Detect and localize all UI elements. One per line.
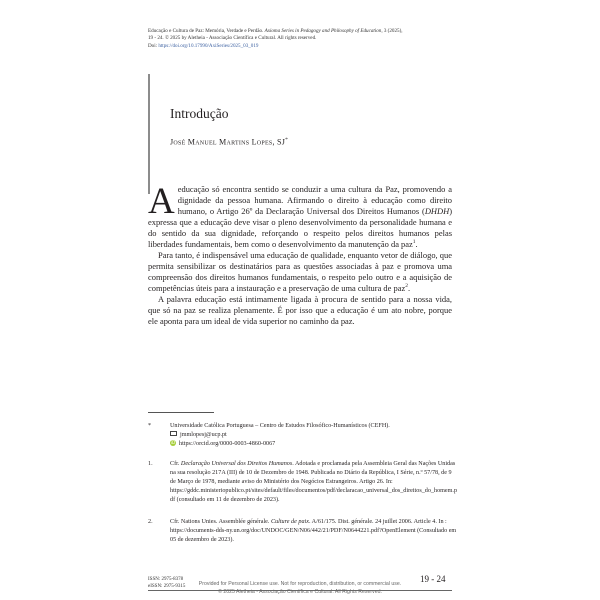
running-header-line1: Educação e Cultura de Paz: Memória, Verdade e Perdão. Axioma Series in Pedagogy and Philosophy of Education, 3 (2025),	[148, 28, 403, 34]
footnote-ref-1[interactable]: 1	[412, 239, 416, 246]
author-affiliation: Universidade Católica Portuguesa – Centro de Estudos Filosófico-Humanísticos (CEFH).	[170, 423, 390, 429]
footnote-separator	[148, 412, 214, 413]
body-text	[148, 181, 452, 327]
issn-electronic: eISSN: 2975-9315	[148, 584, 186, 589]
title-vertical-rule	[148, 74, 150, 194]
chapter-title: Introdução	[170, 106, 229, 121]
running-header-line2: 19 - 24. © 2025 by Aletheia - Associação Científica e Cultural. All rights reserved.	[148, 35, 317, 42]
author-email-line	[170, 431, 458, 440]
author-footnote: * Universidade Católica Portuguesa – Centro de Estudos Filosófico-Humanísticos (CEFH). jmmlopesj@ucp.pt iD https://orcid.org/0000-0003-4860-0067	[148, 422, 458, 449]
author-orcid[interactable]: https://orcid.org/0000-0003-4860-0067	[179, 441, 276, 447]
drop-cap: A	[148, 181, 175, 222]
running-header	[148, 28, 468, 50]
paragraph-3: A palavra educação está intimamente ligada à procura de sentido para a nossa vida, que só na paz se realiza plenamente. É por isso que a educação é um ato nobre, porque ele aponta para um ideal de vida superior no caminho da paz.	[148, 294, 452, 326]
author-footnote-mark: *	[285, 137, 289, 143]
footnote-2: 2. Cfr. Nations Unies. Assemblée générale. Culture de paix. A/61/175. Dist. générale. 24 juillet 2006. Article 4. In : https://documents-dds-ny.un.org/doc/UNDOC/GEN/N06/442/21/PDF/N0644221.pdf?OpenElement (Consultado em 05 de dezembro de 2023).	[148, 519, 457, 543]
footnote-ref-2[interactable]: 2	[405, 283, 408, 290]
doi-line: Doi: https://doi.org/10.17990/AxiSeries/2025_03_019	[148, 42, 259, 49]
footnote-1: 1. Cfr. Declaração Universal dos Direitos Humanos. Adotada e proclamada pela Assembleia Geral das Nações Unidas na sua resolução 217A (III) de 10 de Dezembro de 1948. Publicada no Diário da República, I Série, n.º 57/78, de 9 de Março de 1978, mediante aviso do Ministério dos Negócios Estrangeiros. Artigo 26. In: https://gddc.ministeriopublico.pt/sites/default/files/documentos/pdf/declaracao_universal_dos_direitos_do_homem.pdf (consultado em 11 de dezembro de 2023).	[148, 461, 458, 503]
author-orcid-line	[170, 440, 458, 449]
orcid-icon: iD	[170, 439, 176, 445]
author-name: José Manuel Martins Lopes, SJ*	[170, 137, 289, 147]
doi-link[interactable]: https://doi.org/10.17990/AxiSeries/2025_03_019	[158, 42, 259, 49]
issn-print: ISSN: 2975-8378	[148, 577, 184, 582]
paragraph-1: Aeducação só encontra sentido se conduzir a uma cultura da Paz, promovendo a dignidade da pessoa humana. Afirmando o direito à educação como direito humano, o Artigo 26º da Declaração Universal dos Direitos Humanos (DHDH) expressa que a educação deve visar o pleno desenvolvimento da personalidade humana e do sentido da sua dignidade, reforçando o respeito pelos direitos humanos pelas liberdades fundamentais, bem como o desenvolvimento da manutenção da paz$^1$.	[148, 181, 452, 249]
page-range: 19 - 24	[420, 574, 446, 584]
paragraph-2: Para tanto, é indispensável uma educação de qualidade, enquanto vetor de diálogo, que permita sensibilizar os destinatários para as questões associadas à paz e promova uma compreensão dos direitos humanos fundamentais, o respeito pelo outro e a aquisição de competências úteis para a instauração e a preservação de uma cultura de paz$^2$.	[148, 250, 452, 293]
license-footer-line1: Provided for Personal License use. Not for reproduction, distribution, or commercial use.	[198, 581, 402, 587]
license-footer-line2: © 2025 Aletheia - Associação Científica e Cultural. All Rights Reserved.	[218, 589, 382, 595]
envelope-icon	[170, 431, 177, 436]
author-email[interactable]: jmmlopesj@ucp.pt	[180, 432, 227, 438]
